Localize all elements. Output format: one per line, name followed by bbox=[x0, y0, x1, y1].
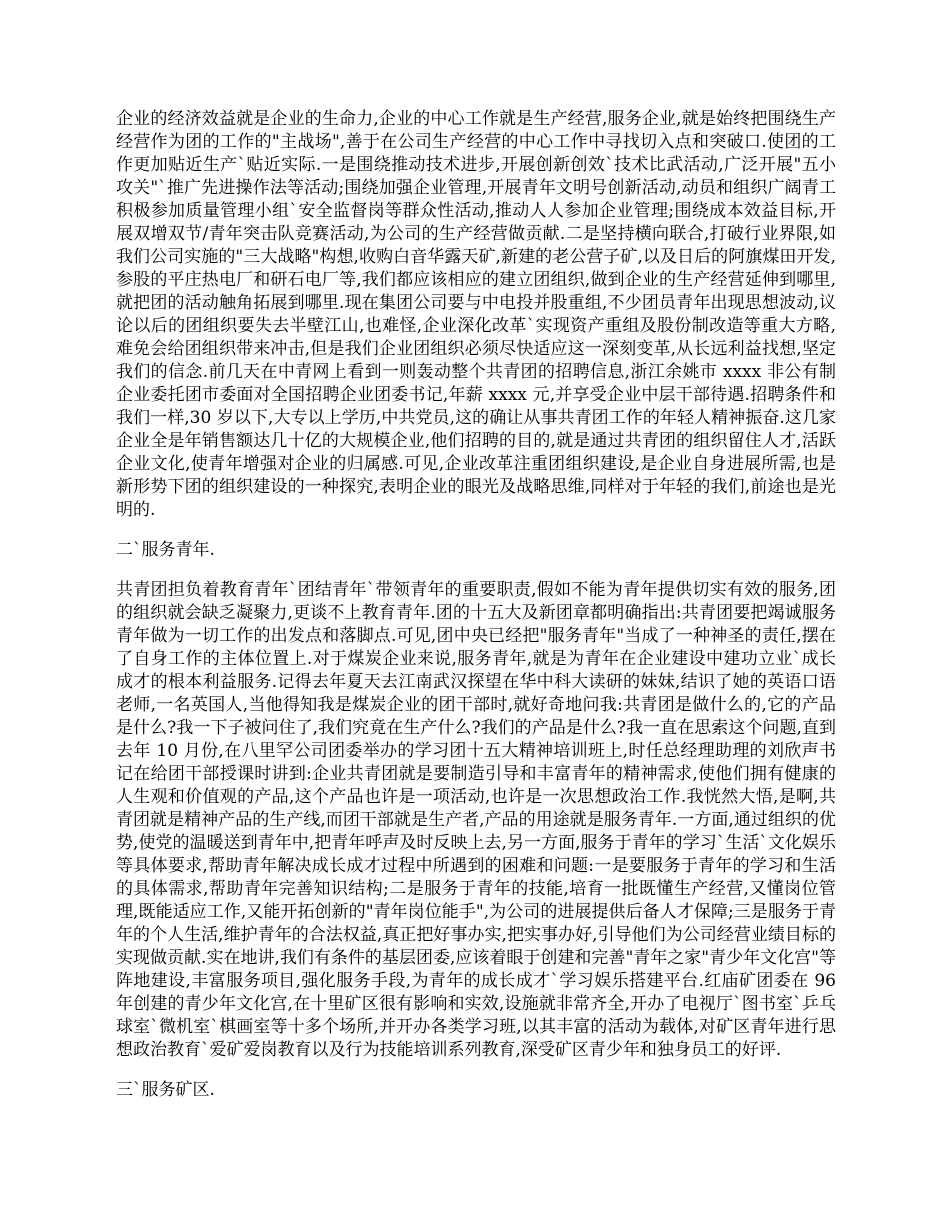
section-heading-serve-mining-area: 三`服务矿区. bbox=[116, 1080, 215, 1100]
paragraph-serve-youth: 共青团担负着教育青年`团结青年`带领青年的重要职责,假如不能为青年提供切实有效的服务,团的组织就会缺乏凝聚力,更谈不上教育青年.团的十五大及新团章都明确指出:共青团要把竭诚服务青年做为一切工作的出发点和落脚点.可见,团中央已经把"服务青年"当成了一种神圣的责任,摆在了自身工作的主体位置上.对于煤炭企业来说,服务青年,就是为青年在企业建设中建功立业`成长成才的根本利益服务.记得去年夏天去江南武汉探望在华中科大读研的妹妹,结识了她的英语口语老师,一名英国人,当他得知我是煤炭企业的团干部时,就好奇地问我:共青团是做什么的,它的产品是什么?我一下子被问住了,我们究竟在生产什么?我们的产品是什么?我一直在思索这个问题,直到去年 10 月份,在八里罕公司团委举办的学习团十五大精神培训班上,时任总经理助理的刘欣声书记在给团干部授课时讲到:企业共青团就是要制造引导和丰富青年的精神需求,使他们拥有健康的人生观和价值观的产品,这个产品也许是一项活动,也许是一次思想政治工作.我恍然大悟,是啊,共青团就是精神产品的生产线,而团干部就是生产者,产品的用途就是服务青年.一方面,通过组织的优势,使党的温暖送到青年中,把青年呼声及时反映上去,另一方面,服务于青年的学习`生活`文化娱乐等具体要求,帮助青年解决成长成才过程中所遇到的困难和问题:一是要服务于青年的学习和生活的具体需求,帮助青年完善知识结构;二是服务于青年的技能,培育一批既懂生产经营,又懂岗位管理,既能适应工作,又能开拓创新的"青年岗位能手",为公司的进展提供后备人才保障;三是服务于青年的个人生活,维护青年的合法权益,真正把好事办实,把实事办好,引导他们为公司经营业绩目标的实现做贡献.实在地讲,我们有条件的基层团委,应该着眼于创建和完善"青年之家"青少年文化宫"等阵地建设,丰富服务项目,强化服务手段,为青年的成长成才`学习娱乐搭建平台.红庙矿团委在 96 年创建的青少年文化宫,在十里矿区很有影响和实效,设施就非常齐全,开办了电视厅`图书室`乒乓球室`微机室`棋画室等十多个场所,并开办各类学习班,以其丰富的活动为载体,对矿区青年进行思想政治教育`爱矿爱岗教育以及行为技能培训系列教育,深受矿区青少年和独身员工的好评. bbox=[116, 580, 836, 1060]
document-body bbox=[116, 108, 836, 1119]
paragraph-enterprise-service: 企业的经济效益就是企业的生命力,企业的中心工作就是生产经营,服务企业,就是始终把围绕生产经营作为团的工作的"主战场",善于在公司生产经营的中心工作中寻找切入点和突破口.使团的工作更加贴近生产`贴近实际.一是围绕推动技术进步,开展创新创效`技术比武活动,广泛开展"五小攻关"`推广先进操作法等活动;围绕加强企业管理,开展青年文明号创新活动,动员和组织广阔青工积极参加质量管理小组`安全监督岗等群众性活动,推动人人参加企业管理;围绕成本效益目标,开展双增双节/青年突击队竞赛活动,为公司的生产经营做贡献.二是坚持横向联合,打破行业界限,如我们公司实施的"三大战略"构想,收购白音华露天矿,新建的老公营子矿,以及日后的阿旗煤田开发,参股的平庄热电厂和研石电厂等,我们都应该相应的建立团组织,做到企业的生产经营延伸到哪里,就把团的活动触角拓展到哪里.现在集团公司要与中电投并股重组,不少团员青年出现思想波动,议论以后的团组织要失去半壁江山,也难怪,企业深化改革`实现资产重组及股份制改造等重大方略,难免会给团组织带来冲击,但是我们企业团组织必须尽快适应这一深刻变革,从长远利益找想,坚定我们的信念.前几天在中青网上看到一则轰动整个共青团的招聘信息,浙江余姚市 xxxx 非公有制企业委托团市委面对全国招聘企业团委书记,年薪 xxxx 元,并享受企业中层干部待遇.招聘条件和我们一样,30 岁以下,大专以上学历,中共党员,这的确让从事共青团工作的年轻人精神振奋.这几家企业全是年销售额达几十亿的大规模企业,他们招聘的目的,就是通过共青团的组织留住人才,活跃企业文化,使青年增强对企业的归属感.可见,企业改革注重团组织建设,是企业自身进展所需,也是新形势下团的组织建设的一种探究,表明企业的眼光及战略思维,同样对于年轻的我们,前途也是光明的. bbox=[116, 109, 836, 520]
section-heading-serve-youth: 二`服务青年. bbox=[116, 540, 215, 560]
